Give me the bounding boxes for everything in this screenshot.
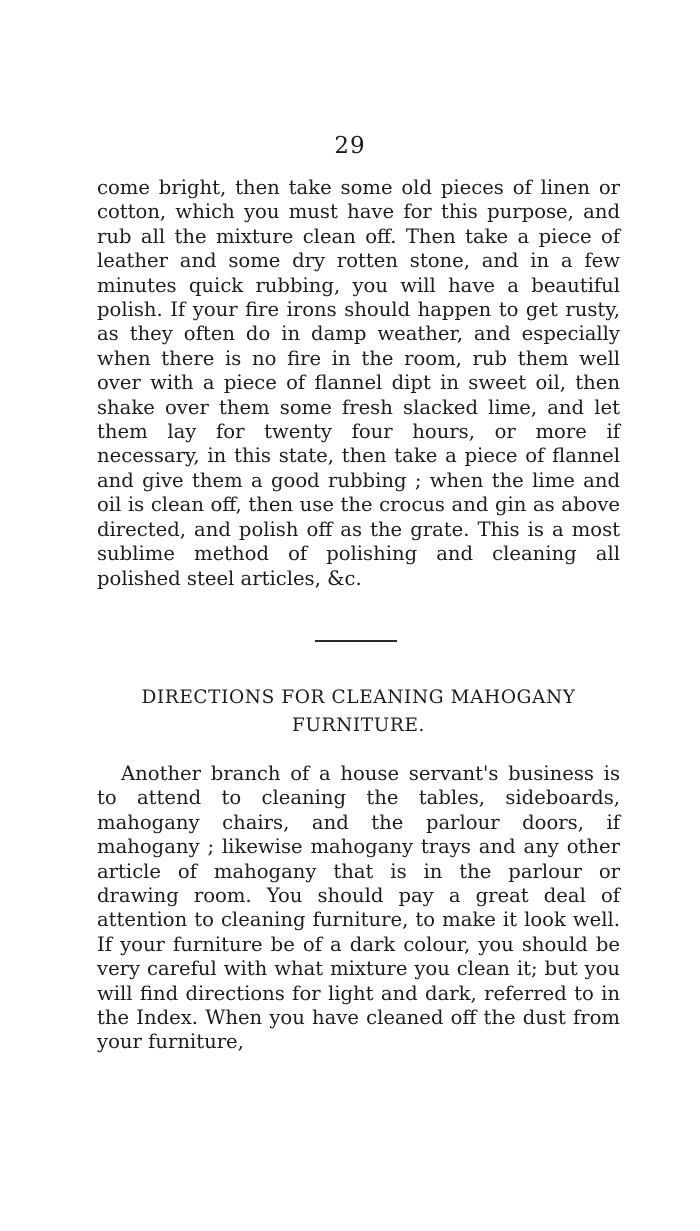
continuation-paragraph bbox=[97, 176, 620, 591]
paragraph-text: Another branch of a house servant's business is to attend to cleaning the tables, sideboards, mahogany chairs, and the parlour doors, if mahogany ; likewise mahogany trays and any other article of mahogany that is in the parlour or drawing room. You should pay a great deal of attention to cleaning furniture, to make it look well. If your furniture be of a dark colour, you should be very careful with what mixture you clean it; but you will find directions for light and dark, referred to in the Index. When you have cleaned off the dust from your furniture, bbox=[97, 762, 620, 1054]
section-heading bbox=[97, 684, 620, 740]
page-number: 29 bbox=[334, 133, 366, 159]
section-paragraph bbox=[97, 762, 620, 1055]
heading-line-2: FURNITURE. bbox=[291, 715, 426, 736]
paragraph-text: come bright, then take some old pieces of linen or cotton, which you must have for this purpose, and rub all the mixture clean off. Then take a piece of leather and some dry rotten stone, and in a few minutes quick rubbing, you will have a beautiful polish. If your fire irons should happen to get rusty, as they often do in damp weather, and especially when there is no fire in the room, rub them well over with a piece of flannel dipt in sweet oil, then shake over them some fresh slacked lime, and let them lay for twenty four hours, or more if necessary, in this state, then take a piece of flannel and give them a good rubbing ; when the lime and oil is clean off, then use the crocus and gin as above directed, and polish off as the grate. This is a most sublime method of polishing and cleaning all polished steel articles, &c. bbox=[97, 176, 620, 590]
section-divider bbox=[315, 640, 397, 642]
heading-line-1: DIRECTIONS FOR CLEANING MAHOGANY bbox=[141, 687, 576, 708]
